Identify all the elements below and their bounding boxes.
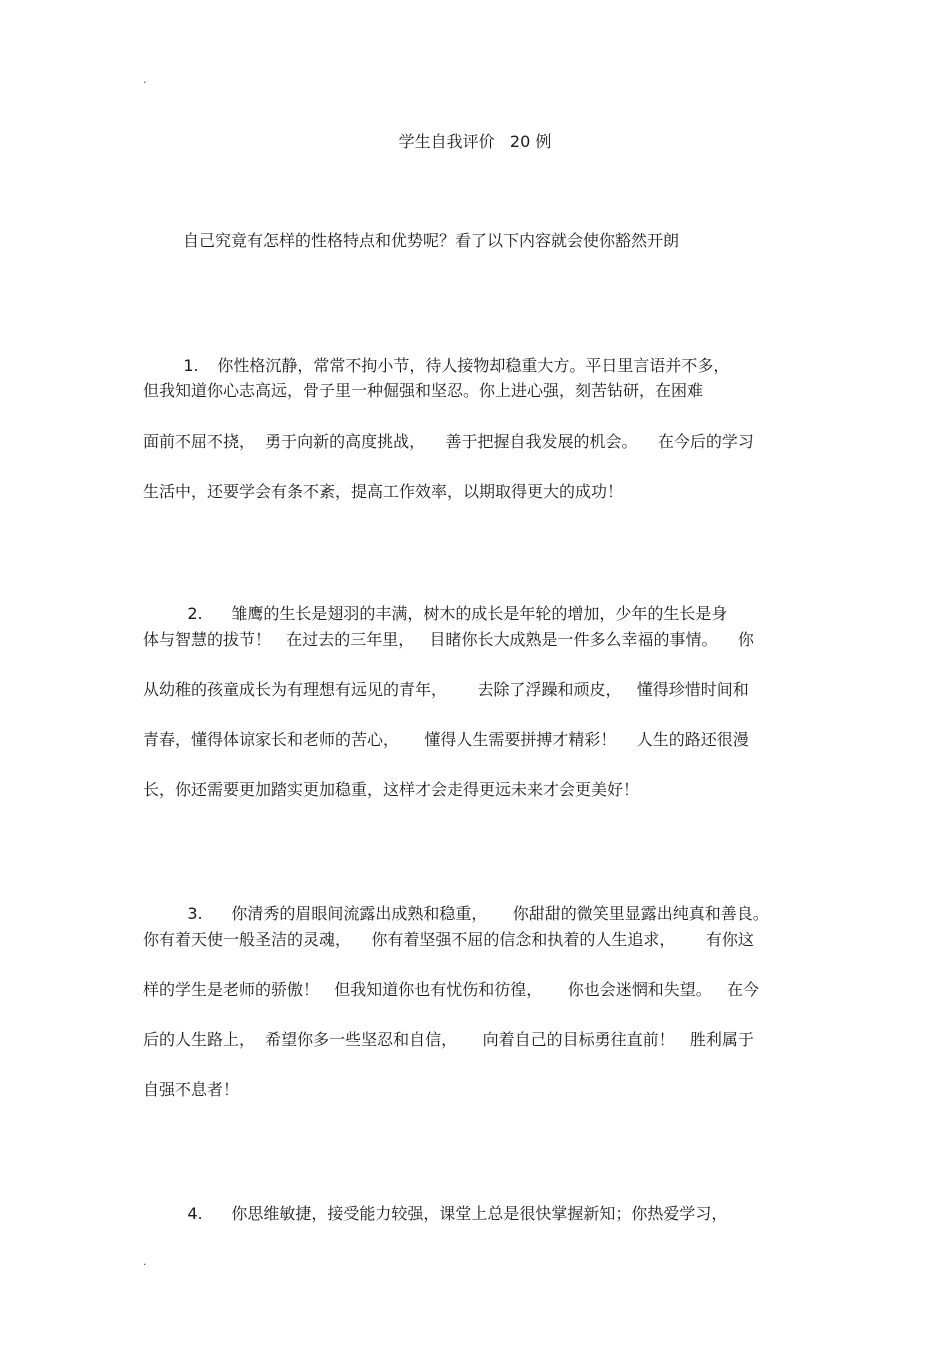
- paragraph-line: 自强不息者！: [143, 1080, 240, 1099]
- paragraph-line: 你有着天使一般圣洁的灵魂， 你有着坚强不屈的信念和执着的人生追求， 有你这: [143, 930, 754, 949]
- line-text: 你性格沉静，常常不拘小节，待人接物却稳重大方。平日里言语并不多，: [217, 356, 730, 375]
- page-mark-top: .: [143, 73, 147, 86]
- paragraph-line: [143, 578, 728, 623]
- paragraph-line: 长，你还需要更加踏实更加稳重，这样才会走得更远未来才会更美好！: [143, 780, 640, 799]
- item-number: 4.: [187, 1204, 203, 1223]
- paragraph-line: 样的学生是老师的骄傲！ 但我知道你也有忧伤和彷徨， 你也会迷惘和失望。 在今: [143, 980, 759, 999]
- line-text: 雏鹰的生长是翅羽的丰满，树木的成长是年轮的增加，少年的生长是身: [231, 604, 728, 623]
- paragraph-line: 面前不屈不挠， 勇于向新的高度挑战， 善于把握自我发展的机会。 在今后的学习: [143, 432, 754, 451]
- paragraph-line: [143, 1178, 728, 1223]
- paragraph-line: 从幼稚的孩童成长为有理想有远见的青年， 去除了浮躁和顽皮， 懂得珍惜时间和: [143, 680, 749, 699]
- item-number: 2.: [187, 604, 203, 623]
- document-title: 学生自我评价 20 例: [398, 132, 552, 151]
- page-mark-bottom: .: [143, 1255, 147, 1268]
- intro-text: 自己究竟有怎样的性格特点和优势呢？看了以下内容就会使你豁然开朗: [183, 231, 680, 250]
- paragraph-line: 体与智慧的拔节！ 在过去的三年里， 目睹你长大成熟是一件多么幸福的事情。 你: [143, 630, 754, 649]
- line-text: 你清秀的眉眼间流露出成熟和稳重， 你甜甜的微笑里显露出纯真和善良。: [231, 904, 769, 923]
- paragraph-line: 生活中，还要学会有条不紊，提高工作效率，以期取得更大的成功！: [143, 482, 624, 501]
- paragraph-line: 但我知道你心志高远，骨子里一种倔强和坚忍。你上进心强，刻苦钻研，在困难: [143, 381, 704, 400]
- item-number: 3.: [187, 904, 203, 923]
- paragraph-line: [143, 878, 769, 923]
- item-number: 1.: [183, 356, 199, 375]
- line-text: 你思维敏捷，接受能力较强，课堂上总是很快掌握新知；你热爱学习，: [231, 1204, 728, 1223]
- paragraph-line: 青春，懂得体谅家长和老师的苦心， 懂得人生需要拼搏才精彩！ 人生的路还很漫: [143, 730, 749, 749]
- paragraph-line: [143, 330, 730, 375]
- paragraph-line: 后的人生路上， 希望你多一些坚忍和自信， 向着自己的目标勇往直前！ 胜利属于: [143, 1030, 754, 1049]
